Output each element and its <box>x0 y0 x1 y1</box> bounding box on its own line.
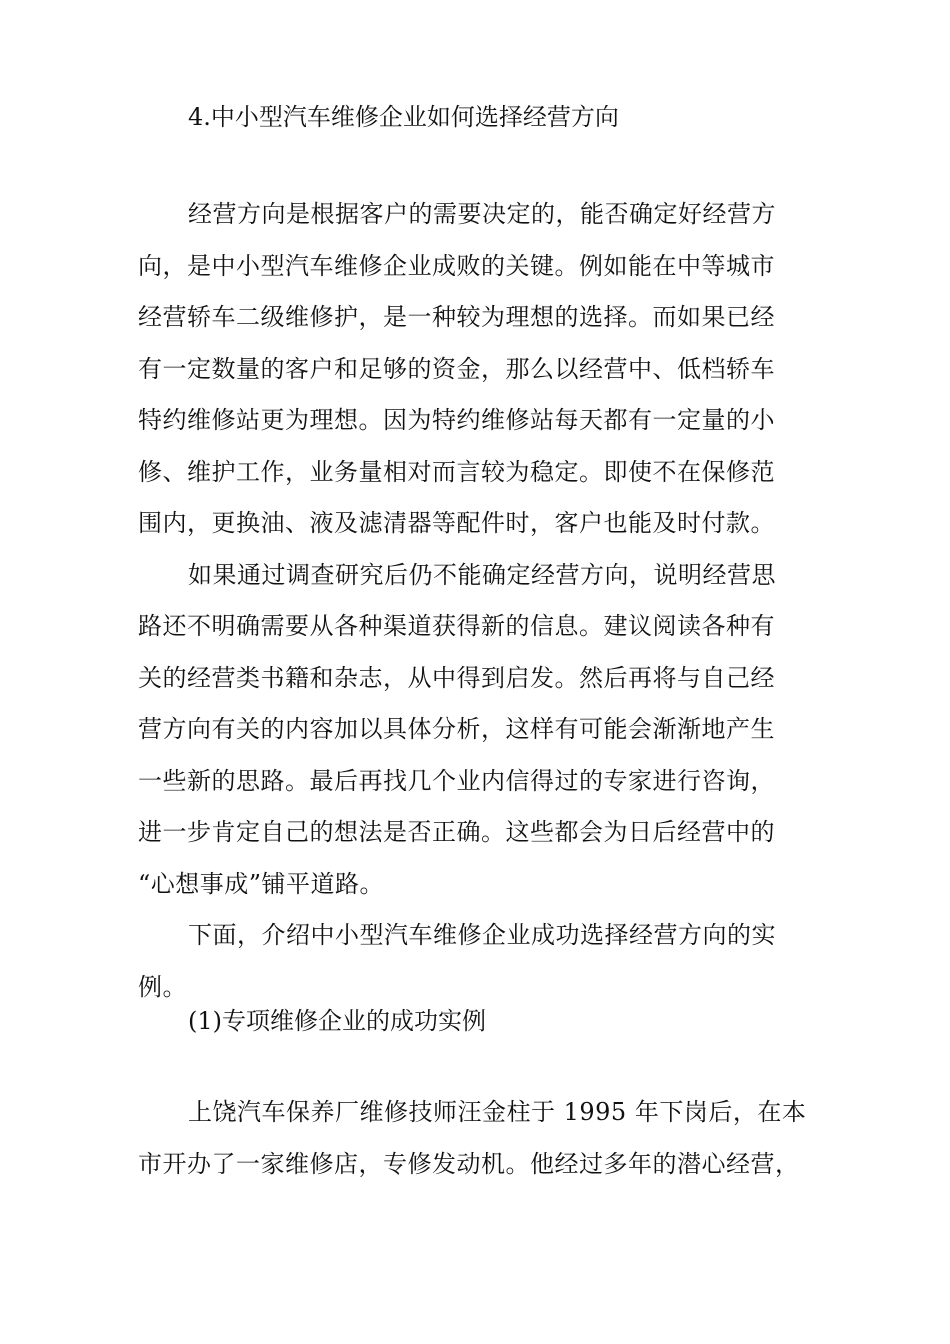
section-heading: 4.中小型汽车维修企业如何选择经营方向 <box>188 103 619 131</box>
paragraph-line: 进一步肯定自己的想法是否正确。这些都会为日后经营中的 <box>138 818 775 846</box>
paragraph-line: 下面，介绍中小型汽车维修企业成功选择经营方向的实 <box>188 921 776 949</box>
paragraph-line: 如果通过调查研究后仍不能确定经营方向，说明经营思 <box>188 560 776 589</box>
paragraph-line: 例。 <box>138 972 187 1001</box>
paragraph-line: 营方向有关的内容加以具体分析，这样有可能会渐渐地产生 <box>138 715 775 743</box>
paragraph-line: 围内，更换油、液及滤清器等配件时，客户也能及时付款。 <box>138 509 775 537</box>
subsection-heading: (1)专项维修企业的成功实例 <box>188 1007 486 1035</box>
body-text-block-2 <box>138 1087 828 1190</box>
paragraph-line: 向，是中小型汽车维修企业成败的关键。例如能在中等城市 <box>138 251 775 280</box>
paragraph-line: 一些新的思路。最后再找几个业内信得过的专家进行咨询， <box>138 766 775 795</box>
paragraph-line: 修、维护工作，业务量相对而言较为稳定。即使不在保修范 <box>138 457 775 486</box>
paragraph-line: 经营方向是根据客户的需要决定的，能否确定好经营方 <box>188 200 776 228</box>
paragraph-line: 特约维修站更为理想。因为特约维修站每天都有一定量的小 <box>138 406 775 434</box>
paragraph-line: 有一定数量的客户和足够的资金，那么以经营中、低档轿车 <box>138 354 775 383</box>
paragraph-line: 关的经营类书籍和杂志，从中得到启发。然后再将与自己经 <box>138 663 775 692</box>
paragraph-line: 路还不明确需要从各种渠道获得新的信息。建议阅读各种有 <box>138 612 775 640</box>
paragraph-line: 上饶汽车保养厂维修技师汪金柱于 1995 年下岗后，在本 <box>188 1098 807 1126</box>
paragraph-line: 经营轿车二级维修护，是一种较为理想的选择。而如果已经 <box>138 303 775 331</box>
paragraph-line: 市开办了一家维修店，专修发动机。他经过多年的潜心经营， <box>138 1149 800 1178</box>
paragraph-line: “心想事成”铺平道路。 <box>138 869 385 898</box>
body-text-block-1 <box>138 189 828 1013</box>
